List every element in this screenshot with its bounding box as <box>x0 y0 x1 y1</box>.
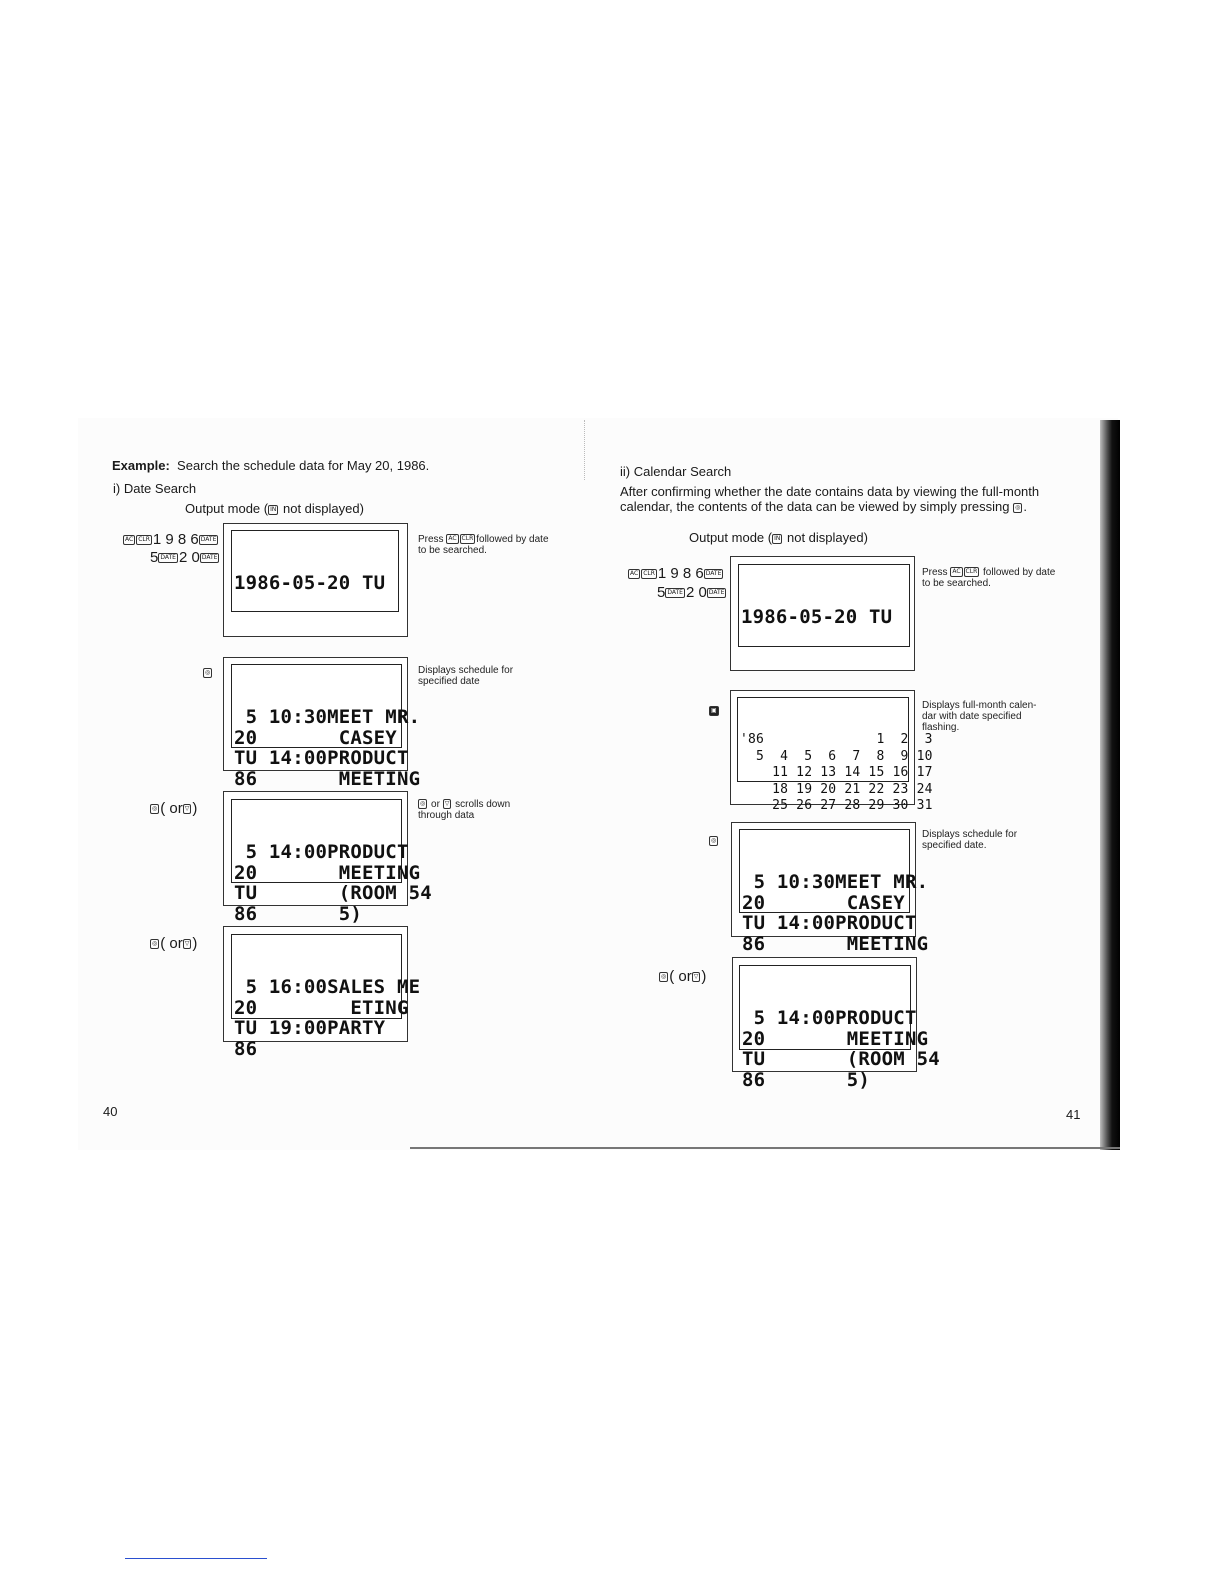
in-icon: IN <box>270 505 277 513</box>
lcd-screen: 5 10:30MEET MR. 20 CASEY TU 14:00PRODUCT 86 MEETING <box>739 829 910 913</box>
search-key <box>203 664 213 681</box>
key-sequence-year: AC CLR 1 9 8 6 DATE <box>630 565 722 582</box>
search-key-icon: ◎ <box>152 805 158 813</box>
calendar-search-intro: After confirming whether the date contains data by viewing the full-month calendar, the contents of the data can be viewed by simply pressing ◎ . <box>620 484 1040 514</box>
page-number: 40 <box>103 1104 118 1119</box>
key-sequence-month-day: 5 DATE 2 0 DATE <box>150 549 218 566</box>
date-key-icon: DATE <box>201 554 218 562</box>
lcd-screen: 5 10:30MEET MR. 20 CASEY TU 14:00PRODUCT 86 MEETING <box>231 664 402 748</box>
center-fold <box>584 420 586 480</box>
search-key-icon: ◎ <box>711 837 717 845</box>
search-or-down-keys: ◎ ( or ▽ ) <box>152 935 198 952</box>
search-key-icon: ◎ <box>1015 503 1021 511</box>
lcd-screen: 5 14:00PRODUCT 20 MEETING TU (ROOM 54 86 5) <box>739 965 911 1050</box>
search-key-icon: ◎ <box>205 669 211 677</box>
search-or-down-keys: ◎ ( or ▽ ) <box>152 800 198 817</box>
lcd-screen: 1986-05-20 TU <box>738 564 910 647</box>
step-note: Press AC CLR followed by date to be searched. <box>418 534 549 556</box>
down-key-icon: ▽ <box>184 940 190 948</box>
search-key-icon: ◎ <box>152 940 158 948</box>
search-key <box>709 832 719 849</box>
step-note: Displays schedule for specified date <box>418 665 514 687</box>
link-underline <box>125 1558 267 1559</box>
date-key-icon: DATE <box>708 589 725 597</box>
date-key-icon: DATE <box>160 554 176 562</box>
clr-key-icon: CLR <box>643 570 655 578</box>
lcd-screen: 5 14:00PRODUCT 20 MEETING TU (ROOM 54 86 5) <box>231 799 402 883</box>
step-note: ◎ or ▽ scrolls down through data <box>418 799 511 821</box>
date-search-heading: i) Date Search <box>113 481 197 496</box>
book-binding-shadow <box>1100 420 1120 1150</box>
bottom-rule <box>410 1147 1120 1149</box>
calendar-screen: '86 1 2 3 5 4 5 6 7 8 9 10 11 12 13 14 15 16 17 18 19 20 21 22 23 24 25 26 27 28 29 30 31 <box>737 697 909 782</box>
calendar-search-heading: ii) Calendar Search <box>620 464 732 479</box>
output-mode-label: Output mode ( IN not displayed) <box>185 501 364 516</box>
page-number: 41 <box>1066 1107 1081 1122</box>
in-icon: IN <box>774 534 781 542</box>
ac-key-icon: AC <box>125 536 134 544</box>
search-key-icon: ◎ <box>661 973 667 981</box>
date-key-icon: DATE <box>667 589 683 597</box>
calendar-key-icon: ▣ <box>711 707 717 715</box>
example-heading: Example: Search the schedule data for May 20, 1986. <box>112 458 430 473</box>
calendar-key <box>709 702 720 719</box>
step-note: Displays full-month calen- dar with date specified flashing. <box>922 700 1037 733</box>
date-key-icon: DATE <box>200 536 217 544</box>
search-or-down-keys: ◎ ( or ▽ ) <box>661 968 707 985</box>
step-note: Press AC CLR followed by date to be searched. <box>922 567 1056 589</box>
ac-key-icon: AC <box>630 570 639 578</box>
key-sequence-month-day: 5 DATE 2 0 DATE <box>657 584 725 601</box>
clr-key-icon: CLR <box>138 536 150 544</box>
lcd-screen: 5 16:00SALES ME 20 ETING TU 19:00PARTY 86 <box>231 934 402 1019</box>
date-key-icon: DATE <box>705 570 722 578</box>
key-sequence-year: AC CLR 1 9 8 6 DATE <box>125 531 217 548</box>
down-key-icon: ▽ <box>693 973 699 981</box>
lcd-screen: 1986-05-20 TU <box>231 530 399 612</box>
down-key-icon: ▽ <box>184 805 190 813</box>
output-mode-label: Output mode ( IN not displayed) <box>689 530 868 545</box>
step-note: Displays schedule for specified date. <box>922 829 1018 851</box>
